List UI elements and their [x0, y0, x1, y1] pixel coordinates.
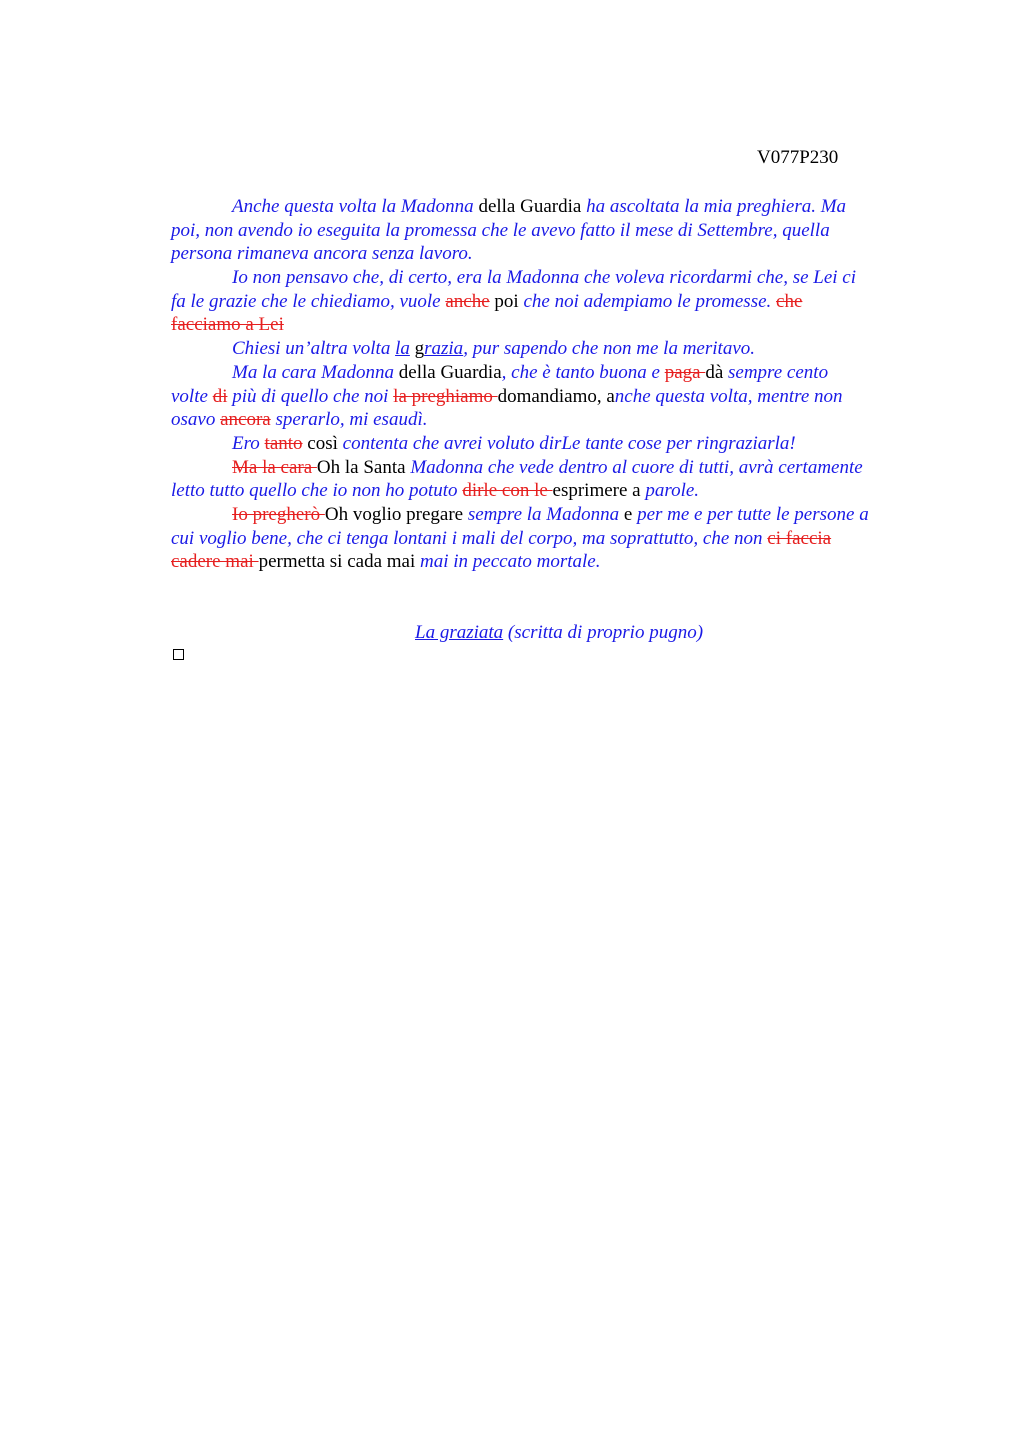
deleted-text: Io pregherò — [232, 503, 325, 525]
checkbox-square-icon — [173, 649, 184, 660]
text-run: sempre la Madonna — [467, 503, 624, 525]
deleted-text: Ma la cara — [232, 456, 317, 478]
text-run: nche questa volta, mentre non — [614, 385, 843, 407]
text-run: poi, non avendo io eseguita la promessa che le avevo fatto il mese di Settembre, quella — [171, 219, 830, 241]
text-run: letto tutto quello che io non ho potuto — [171, 480, 463, 502]
text-run: per me e per tutte le persone a — [637, 503, 869, 525]
text-run: Oh voglio pregare — [324, 503, 468, 525]
text-run: della Guardia — [398, 361, 502, 383]
text-line — [171, 313, 927, 337]
text-line — [171, 385, 927, 409]
deleted-text: la preghiamo — [393, 385, 498, 407]
text-run: , che è tanto buona e — [501, 361, 665, 383]
deleted-text: ancora — [220, 409, 271, 431]
deleted-text: cadere mai — [171, 551, 259, 573]
signature-note: (scritta di proprio pugno) — [503, 622, 704, 643]
text-run: sempre cento — [728, 361, 829, 383]
text-line — [171, 337, 927, 361]
text-run: sperarlo, mi esaudì. — [270, 409, 428, 431]
text-run: Anche questa volta la Madonna — [232, 196, 479, 217]
text-line — [171, 503, 927, 527]
signature-name: La graziata — [415, 622, 504, 643]
deleted-text: dirle con le — [462, 480, 553, 502]
text-line — [171, 550, 927, 574]
text-run: domandiamo, a — [497, 385, 615, 407]
text-run: contenta che avrei voluto dirLe tante cose per ringraziarla! — [342, 432, 796, 454]
text-line — [171, 195, 927, 219]
text-run: Io non pensavo che, di certo, era la Madonna che voleva ricordarmi che, se Lei ci — [232, 267, 857, 289]
text-run: esprimere a — [552, 480, 646, 502]
text-run: poi — [489, 290, 524, 312]
deleted-text: che — [776, 290, 803, 312]
text-run: ha ascoltata la mia preghiera. Ma — [586, 196, 847, 217]
text-run: persona rimaneva ancora senza lavoro. — [171, 243, 473, 265]
text-run: g — [414, 338, 425, 360]
deleted-text: paga — [664, 361, 706, 383]
deleted-text: anche — [445, 290, 490, 312]
text-run: la — [395, 338, 410, 360]
text-run: che noi adempiamo le promesse. — [523, 290, 777, 312]
text-line — [171, 361, 927, 385]
text-line — [171, 408, 927, 432]
letter-body — [171, 195, 927, 574]
document-id: V077P230 — [757, 147, 839, 168]
text-run: cui voglio bene, che ci tenga lontani i mali del corpo, ma soprattutto, che non — [171, 527, 768, 549]
text-run: più di quello che noi — [227, 385, 394, 407]
text-run: razia — [424, 338, 464, 360]
text-run: Oh la Santa — [316, 456, 411, 478]
text-run: permetta si cada mai — [258, 551, 420, 573]
text-run: mai in peccato mortale. — [420, 551, 601, 573]
text-run: osavo — [171, 409, 221, 431]
text-run: Madonna che vede dentro al cuore di tutti, avrà certamente — [410, 456, 863, 478]
text-line — [171, 219, 927, 243]
text-run: volte — [171, 385, 213, 407]
text-run: Chiesi un’altra volta — [232, 338, 396, 360]
text-line — [171, 266, 927, 290]
text-line — [171, 479, 927, 503]
deleted-text: ci faccia — [767, 527, 832, 549]
text-run: della Guardia — [478, 196, 587, 217]
text-run: dà — [705, 361, 728, 383]
text-run: , pur sapendo che non me la meritavo. — [463, 338, 755, 360]
text-line — [171, 432, 927, 456]
text-run: e — [623, 503, 638, 525]
text-line — [171, 527, 927, 551]
text-line — [171, 456, 927, 480]
text-run: Ero — [232, 432, 265, 454]
text-line — [171, 290, 927, 314]
deleted-text: tanto — [264, 432, 303, 454]
text-run: così — [302, 432, 343, 454]
text-line — [171, 242, 927, 266]
text-run: parole. — [645, 480, 700, 502]
text-run: fa le grazie che le chiediamo, vuole — [171, 290, 446, 312]
deleted-text: facciamo a Lei — [171, 314, 284, 336]
signature — [415, 621, 703, 645]
deleted-text: di — [212, 385, 228, 407]
text-run: Ma la cara Madonna — [232, 361, 399, 383]
